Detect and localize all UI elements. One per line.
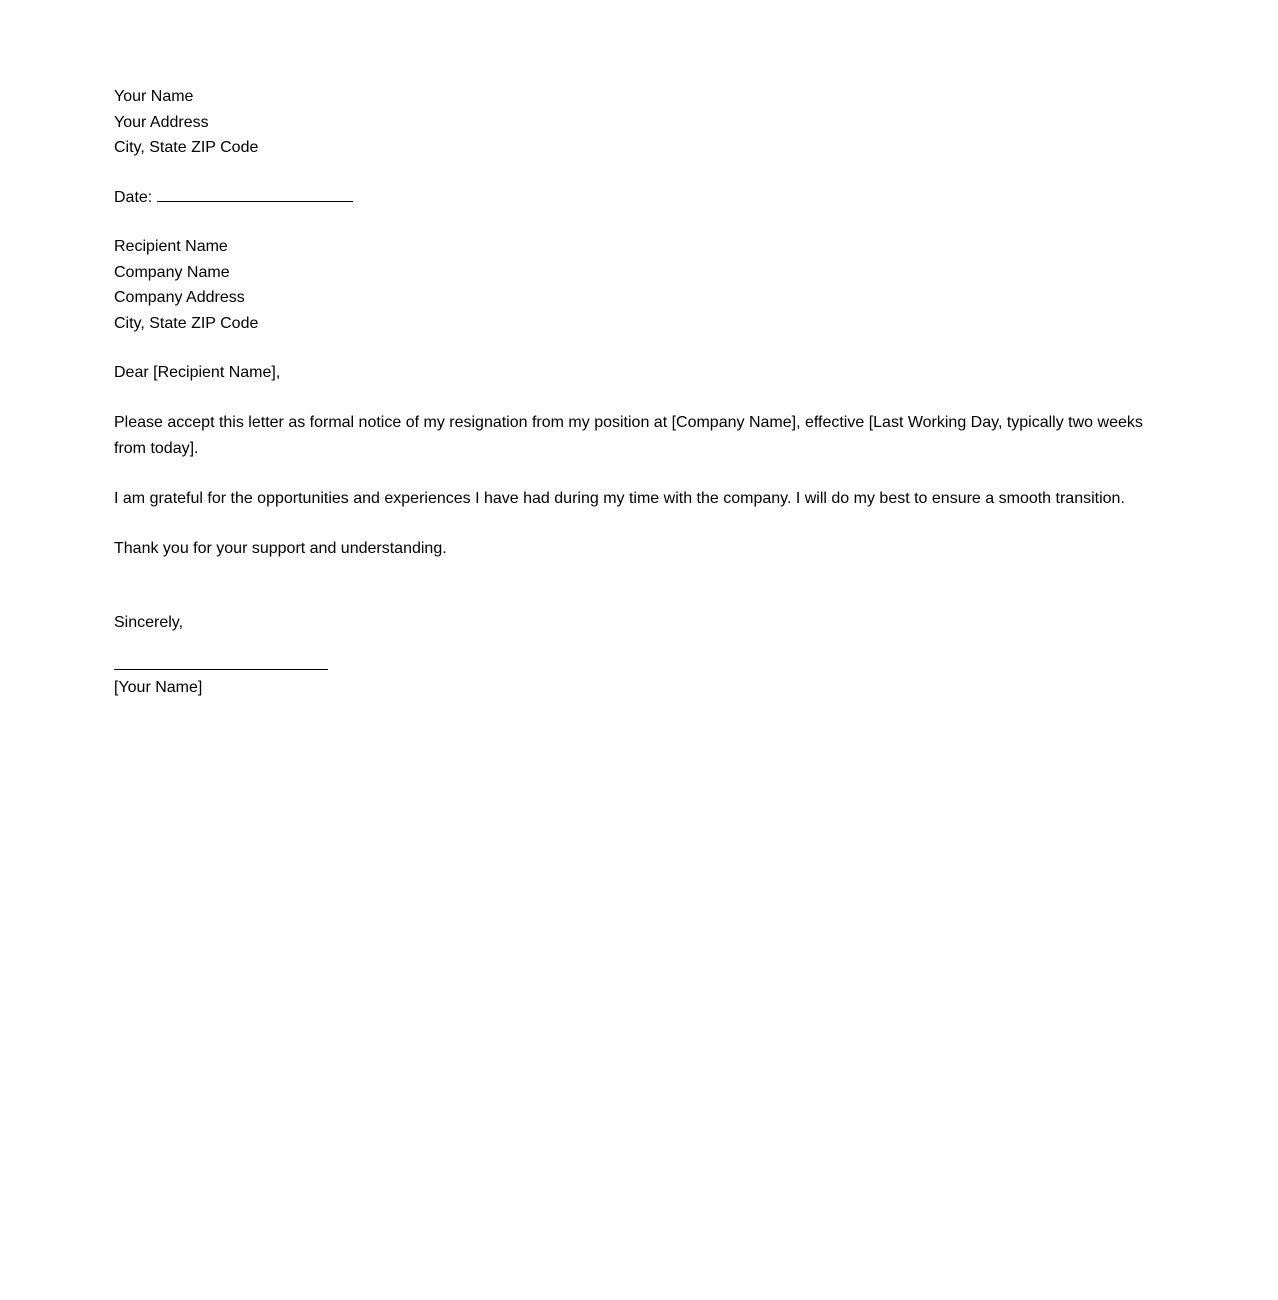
letter-document: [114, 84, 1164, 701]
date-label: Date:: [114, 188, 153, 206]
body-paragraph-1: Please accept this letter as formal notice of my resignation from my position at [Company Name], effective [Last Working Day, typically two weeks from today].: [114, 413, 1143, 457]
spacer: [114, 210, 1164, 234]
salutation: Dear [Recipient Name],: [114, 364, 281, 381]
body-paragraph-2: I am grateful for the opportunities and experiences I have had during my time with the company. I will do my best to ensure a smooth transition.: [114, 489, 1125, 507]
spacer: [114, 462, 1164, 486]
sender-address: Your Address: [114, 113, 209, 131]
sender-name: Your Name: [114, 88, 194, 105]
body-paragraph-3: Thank you for your support and understanding.: [114, 539, 447, 557]
date-row: [114, 185, 1164, 211]
sender-city-state-zip: City, State ZIP Code: [114, 139, 259, 156]
recipient-city-state-zip: City, State ZIP Code: [114, 314, 259, 332]
signature-name: [Your Name]: [114, 679, 203, 696]
closing: Sincerely,: [114, 613, 184, 631]
spacer: [114, 512, 1164, 536]
signature-line[interactable]: [114, 668, 328, 670]
spacer: [114, 386, 1164, 410]
spacer: [114, 562, 1164, 610]
recipient-name: Recipient Name: [114, 238, 228, 255]
date-blank-field[interactable]: [157, 185, 353, 202]
spacer: [114, 336, 1164, 360]
spacer: [114, 161, 1164, 185]
recipient-company: Company Name: [114, 263, 230, 281]
recipient-address: Company Address: [114, 289, 245, 306]
